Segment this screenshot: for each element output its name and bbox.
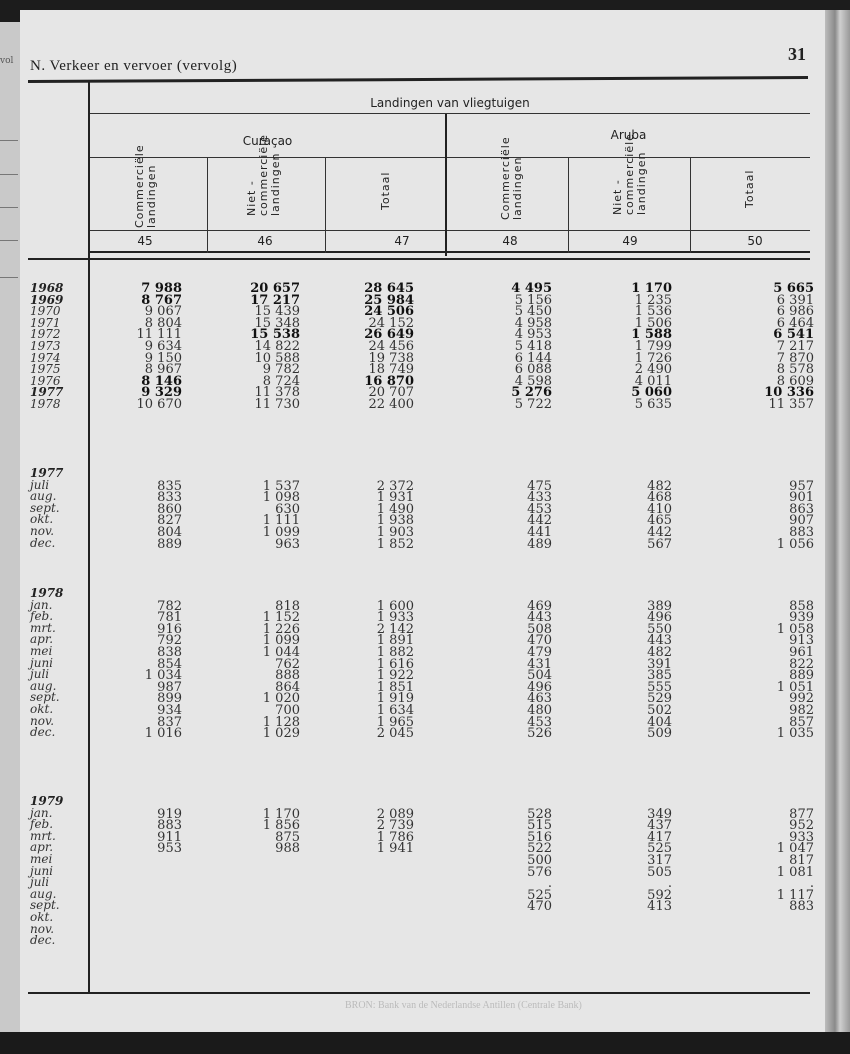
document-page [20,10,825,1032]
table-cell: 1 029 [262,726,300,742]
table-cell: 858 [789,598,814,614]
row-label-month: dec. [30,933,56,948]
table-cell: 833 [157,490,182,506]
col-number-48: 48 [502,234,518,248]
table-cell: 6 391 [776,292,814,308]
row-label-month: okt. [30,512,54,527]
table-cell: 1 616 [376,656,414,672]
table-cell: 1 726 [634,350,672,366]
table-cell: 1 226 [262,621,300,637]
table-cell: 1 882 [376,645,414,660]
table-cell: 555 [647,679,672,695]
table-cell: 1 536 [634,304,672,320]
table-cell: 9 329 [141,385,182,401]
table-cell: 17 217 [250,292,300,308]
table-cell: 1 786 [376,829,414,845]
table-cell: 9 150 [144,350,182,366]
table-cell: 827 [157,513,182,529]
table-cell: 1 035 [776,726,814,742]
table-cell: 792 [157,633,182,649]
block-year-label: 1979 [30,794,64,808]
table-cell: 525 [527,887,552,903]
group-curacao: Curaçao [242,134,293,148]
col-number-45: 45 [137,234,153,248]
table-cell: 2 739 [376,818,414,834]
row-label-month: juni [30,655,54,670]
table-cell: 2 372 [376,478,414,494]
table-cell: 1 965 [376,714,414,730]
table-cell: 933 [789,829,814,845]
header-rule-5 [28,258,810,260]
table-cell: 482 [647,478,672,494]
block-year-label: 1978 [30,586,64,600]
table-cell: 934 [157,703,182,718]
row-label-month: juli [30,667,50,682]
table-cell: 888 [275,668,300,684]
row-label-month: juli [30,875,50,890]
table-cell: 4 958 [514,315,552,331]
table-cell: 480 [527,703,552,718]
table-cell: 479 [527,645,552,660]
table-cell: 4 953 [514,327,552,343]
table-cell: 2 142 [376,621,414,637]
table-cell: 504 [527,668,552,684]
table-cell: 453 [527,714,552,730]
table-cell: 8 609 [776,373,814,389]
table-cell: 1 938 [376,513,414,529]
table-cell: 441 [527,525,552,540]
row-label-month: sept. [30,500,60,515]
scan-shadow [0,1032,850,1054]
table-cell: 939 [789,610,814,626]
table-cell: 18 749 [368,362,414,378]
table-cell: 509 [647,726,672,742]
row-label-year: 1971 [30,315,61,330]
section-title: N. Verkeer en vervoer (vervolg) [30,58,238,74]
table-cell: 1 044 [262,645,300,660]
col-47-label: Totaal [379,171,392,210]
table-cell: 567 [647,536,672,552]
table-cell: 14 822 [254,339,300,354]
row-label-year: 1969 [30,292,64,307]
col-46-label: Niet - commerciële landingen [245,134,282,216]
stub-divider [88,82,90,992]
table-cell: 988 [275,841,300,857]
table-cell: 468 [647,490,672,506]
row-label-month: jan. [30,597,53,612]
table-cell: 1 537 [262,478,300,494]
table-cell: 15 538 [250,327,300,343]
table-cell: 1 490 [376,501,414,517]
row-label-year: 1974 [30,350,61,365]
table-cell: 349 [647,806,672,822]
table-cell: 1 056 [776,536,814,552]
table-cell: 854 [157,656,182,672]
table-cell: 8 146 [141,373,182,389]
table-cell: 1 034 [144,668,182,684]
row-label-year: 1978 [30,397,61,411]
table-cell: 10 670 [136,397,182,412]
row-label-year: 1968 [30,281,64,295]
table-cell: 822 [789,656,814,672]
row-label-month: nov. [30,921,55,936]
table-cell: 782 [157,598,182,614]
row-label-month: aug. [30,678,57,693]
header-rule-2 [90,157,810,158]
row-label-month: juni [30,863,54,878]
row-label-month: nov. [30,713,55,728]
table-cell: 838 [157,645,182,660]
table-cell: 1 931 [376,490,414,506]
table-cell: 8 804 [144,315,182,331]
table-cell: 9 067 [144,304,182,320]
table-cell: 515 [527,818,552,834]
row-label-month: mrt. [30,620,56,635]
table-cell: 502 [647,703,672,718]
table-cell: 470 [527,633,552,649]
table-cell: 1 634 [376,703,414,718]
row-label-year: 1976 [30,373,61,388]
table-cell: 1 919 [376,691,414,707]
table-cell: 28 645 [364,281,414,296]
table-cell: 1 170 [631,281,672,296]
table-cell: 860 [157,501,182,517]
table-cell: 992 [789,691,814,707]
table-cell: . [809,876,814,892]
row-label-month: sept. [30,898,60,913]
table-cell: 11 357 [768,397,814,412]
table-cell: 465 [647,513,672,529]
col-divider-1 [207,158,208,253]
table-cell: 496 [647,610,672,626]
table-cell: 1 506 [634,315,672,331]
table-cell: 901 [789,490,814,506]
col-49-label: Niet - commerciële landingen [611,133,648,215]
table-cell: 700 [275,703,300,718]
table-cell: 11 378 [254,385,300,401]
table-cell: 913 [789,633,814,649]
row-label-month: mrt. [30,828,56,843]
table-cell: 952 [789,818,814,834]
table-cell: 6 464 [776,315,814,331]
table-cell: 528 [527,806,552,822]
table-cell: 431 [527,656,552,672]
table-cell: 508 [527,621,552,637]
table-cell: . [547,876,552,892]
row-label-month: mei [30,852,53,866]
table-cell: 1 941 [376,841,414,857]
main-header: Landingen van vliegtuigen [370,96,530,110]
table-cell: 1 852 [376,536,414,552]
table-cell: 2 045 [376,726,414,742]
table-cell: 453 [527,501,552,517]
table-cell: 404 [647,714,672,730]
table-cell: 1 098 [262,490,300,506]
row-label-month: nov. [30,524,55,538]
table-cell: 817 [789,853,814,868]
row-label-year: 1975 [30,362,61,377]
table-cell: 442 [527,513,552,529]
col-number-49: 49 [622,234,638,248]
table-cell: 9 634 [144,339,182,354]
table-cell: 1 235 [634,292,672,308]
table-cell: 1 058 [776,621,814,637]
table-cell: 1 922 [376,668,414,684]
block-year-label: 1977 [30,466,64,480]
table-cell: 818 [275,598,300,614]
table-cell: 8 578 [776,362,814,378]
table-cell: 804 [157,525,182,540]
table-cell: 15 439 [254,304,300,320]
header-rule [28,76,808,83]
table-cell: 5 665 [773,281,814,296]
table-cell: 889 [157,536,182,552]
table-cell: 8 724 [262,373,300,389]
table-cell: 877 [789,806,814,822]
table-cell: 442 [647,525,672,540]
table-cell: 1 799 [634,339,672,354]
table-cell: 883 [789,899,814,915]
table-cell: 961 [789,645,814,660]
table-cell: 6 541 [773,327,814,343]
table-cell: 9 782 [262,362,300,378]
table-cell: 7 217 [776,339,814,354]
table-cell: 1 903 [376,525,414,540]
row-label-month: apr. [30,840,54,855]
row-label-month: juli [30,477,50,492]
col-divider-2 [325,158,326,253]
table-cell: 526 [527,726,552,742]
table-cell: 516 [527,829,552,845]
table-cell: 762 [275,656,300,672]
row-label-month: jan. [30,805,53,820]
table-cell: 6 144 [514,350,552,366]
table-cell: 883 [789,525,814,540]
table-cell: 5 635 [634,397,672,412]
col-45-label: Commerciële landingen [133,144,158,228]
table-cell: 389 [647,598,672,614]
col-divider-3 [568,158,569,253]
table-cell: 20 707 [368,385,414,401]
table-cell: 482 [647,645,672,660]
group-aruba: Aruba [610,128,647,142]
table-cell: 916 [157,621,182,637]
table-cell: 835 [157,478,182,494]
row-label-month: okt. [30,910,54,924]
table-cell: 25 984 [364,292,414,308]
table-cell: 6 088 [514,362,552,378]
table-cell: 24 456 [368,339,414,354]
table-cell: 1 588 [631,327,672,343]
table-cell: 5 722 [514,397,552,412]
table-cell: 953 [157,841,182,857]
row-label-month: okt. [30,702,54,716]
col-number-47: 47 [394,234,410,248]
table-cell: 907 [789,513,814,529]
table-cell: 1 170 [262,806,300,822]
table-cell: 1 081 [776,864,814,880]
table-cell: 1 117 [776,887,814,903]
table-cell: 463 [527,691,552,707]
source-note-bleedthrough: BRON: Bank van de Nederlandse Antillen (Centrale Bank) [345,1000,582,1011]
table-cell: 1 020 [262,691,300,707]
table-cell: 576 [527,864,552,880]
col-48-label: Commerciële landingen [499,136,524,220]
table-cell: 24 152 [368,315,414,331]
table-cell: 1 051 [776,679,814,695]
table-cell: 489 [527,536,552,552]
table-cell: 5 450 [514,304,552,320]
row-label-month: feb. [30,609,54,624]
table-cell: 899 [157,691,182,707]
previous-page-edge: vol [0,22,23,1032]
page-number: 31 [788,44,806,64]
table-cell: 1 856 [262,818,300,834]
table-cell: 410 [647,501,672,517]
table-cell: 957 [789,478,814,494]
table-cell: 1 933 [376,610,414,626]
table-cell: 19 738 [368,350,414,366]
table-cell: 522 [527,841,552,857]
row-label-month: aug. [30,886,57,901]
row-label-month: sept. [30,690,60,705]
table-cell: 505 [647,864,672,880]
table-cell: 1 851 [376,679,414,695]
table-cell: 7 870 [776,350,814,366]
table-cell: 8 767 [141,292,182,308]
table-cell: 550 [647,621,672,637]
table-cell: 630 [275,501,300,517]
row-label-month: dec. [30,725,56,740]
header-rule-3 [90,230,810,231]
table-cell: 1 016 [144,726,182,742]
table-cell: 437 [647,818,672,834]
table-cell: 475 [527,478,552,494]
table-cell: 1 152 [262,610,300,626]
header-rule-4 [90,251,810,253]
table-cell: 1 128 [262,714,300,730]
table-cell: 443 [527,610,552,626]
table-cell: 875 [275,829,300,845]
row-label-month: dec. [30,535,56,550]
table-cell: 864 [275,679,300,695]
table-cell: 443 [647,633,672,649]
table-cell: 987 [157,679,182,695]
table-cell: 4 598 [514,373,552,389]
table-cell: 469 [527,598,552,614]
table-cell: 863 [789,501,814,517]
row-label-year: 1970 [30,304,61,319]
row-label-month: mei [30,644,53,658]
table-cell: . [667,876,672,892]
table-cell: 16 870 [364,373,414,389]
col-number-50: 50 [747,234,763,248]
table-cell: 470 [527,899,552,915]
table-cell: 496 [527,679,552,695]
table-cell: 417 [647,829,672,845]
table-cell: 5 418 [514,339,552,354]
table-cell: 2 490 [634,362,672,378]
table-cell: 2 089 [376,806,414,822]
table-cell: 5 156 [514,292,552,308]
table-cell: 1 047 [776,841,814,857]
table-cell: 5 060 [631,385,672,401]
row-label-month: apr. [30,632,54,647]
table-cell: 1 099 [262,633,300,649]
table-cell: 1 111 [262,513,300,529]
table-cell: 889 [789,668,814,684]
table-cell: 10 336 [764,385,814,401]
header-rule-1 [90,113,810,114]
row-label-year: 1972 [30,327,61,342]
table-cell: 500 [527,853,552,868]
table-cell: 4 495 [511,281,552,296]
row-label-month: aug. [30,489,57,504]
table-cell: 592 [647,887,672,903]
table-cell: 837 [157,714,182,730]
row-label-year: 1977 [30,385,64,400]
table-cell: 24 506 [364,304,414,320]
table-cell: 433 [527,490,552,506]
table-cell: 4 011 [634,373,672,389]
col-number-46: 46 [257,234,273,248]
table-cell: 1 600 [376,598,414,614]
bottom-rule [28,992,810,994]
table-cell: 883 [157,818,182,834]
table-cell: 963 [275,536,300,552]
page-stack-edge [825,10,850,1040]
row-label-year: 1973 [30,339,61,353]
table-cell: 911 [157,829,182,845]
table-cell: 7 988 [141,281,182,296]
col-divider-4 [690,158,691,253]
table-cell: 391 [647,656,672,672]
table-cell: 26 649 [364,327,414,343]
table-cell: 317 [647,853,672,868]
table-cell: 6 986 [776,304,814,320]
table-cell: 982 [789,703,814,718]
col-50-label: Totaal [743,169,756,208]
table-cell: 413 [647,899,672,915]
table-cell: 781 [157,610,182,626]
table-cell: 857 [789,714,814,730]
table-cell: 1 099 [262,525,300,540]
table-cell: 5 276 [511,385,552,401]
table-cell: 15 348 [254,315,300,331]
table-cell: 10 588 [254,350,300,366]
table-cell: 1 891 [376,633,414,649]
table-cell: 11 730 [254,397,300,412]
table-cell: 20 657 [250,281,300,296]
row-label-month: feb. [30,817,54,832]
table-cell: 525 [647,841,672,857]
table-cell: 919 [157,806,182,822]
table-cell: 385 [647,668,672,684]
table-cell: 22 400 [368,397,414,412]
table-cell: 11 111 [136,327,182,343]
table-cell: 8 967 [144,362,182,378]
table-cell: 529 [647,691,672,707]
